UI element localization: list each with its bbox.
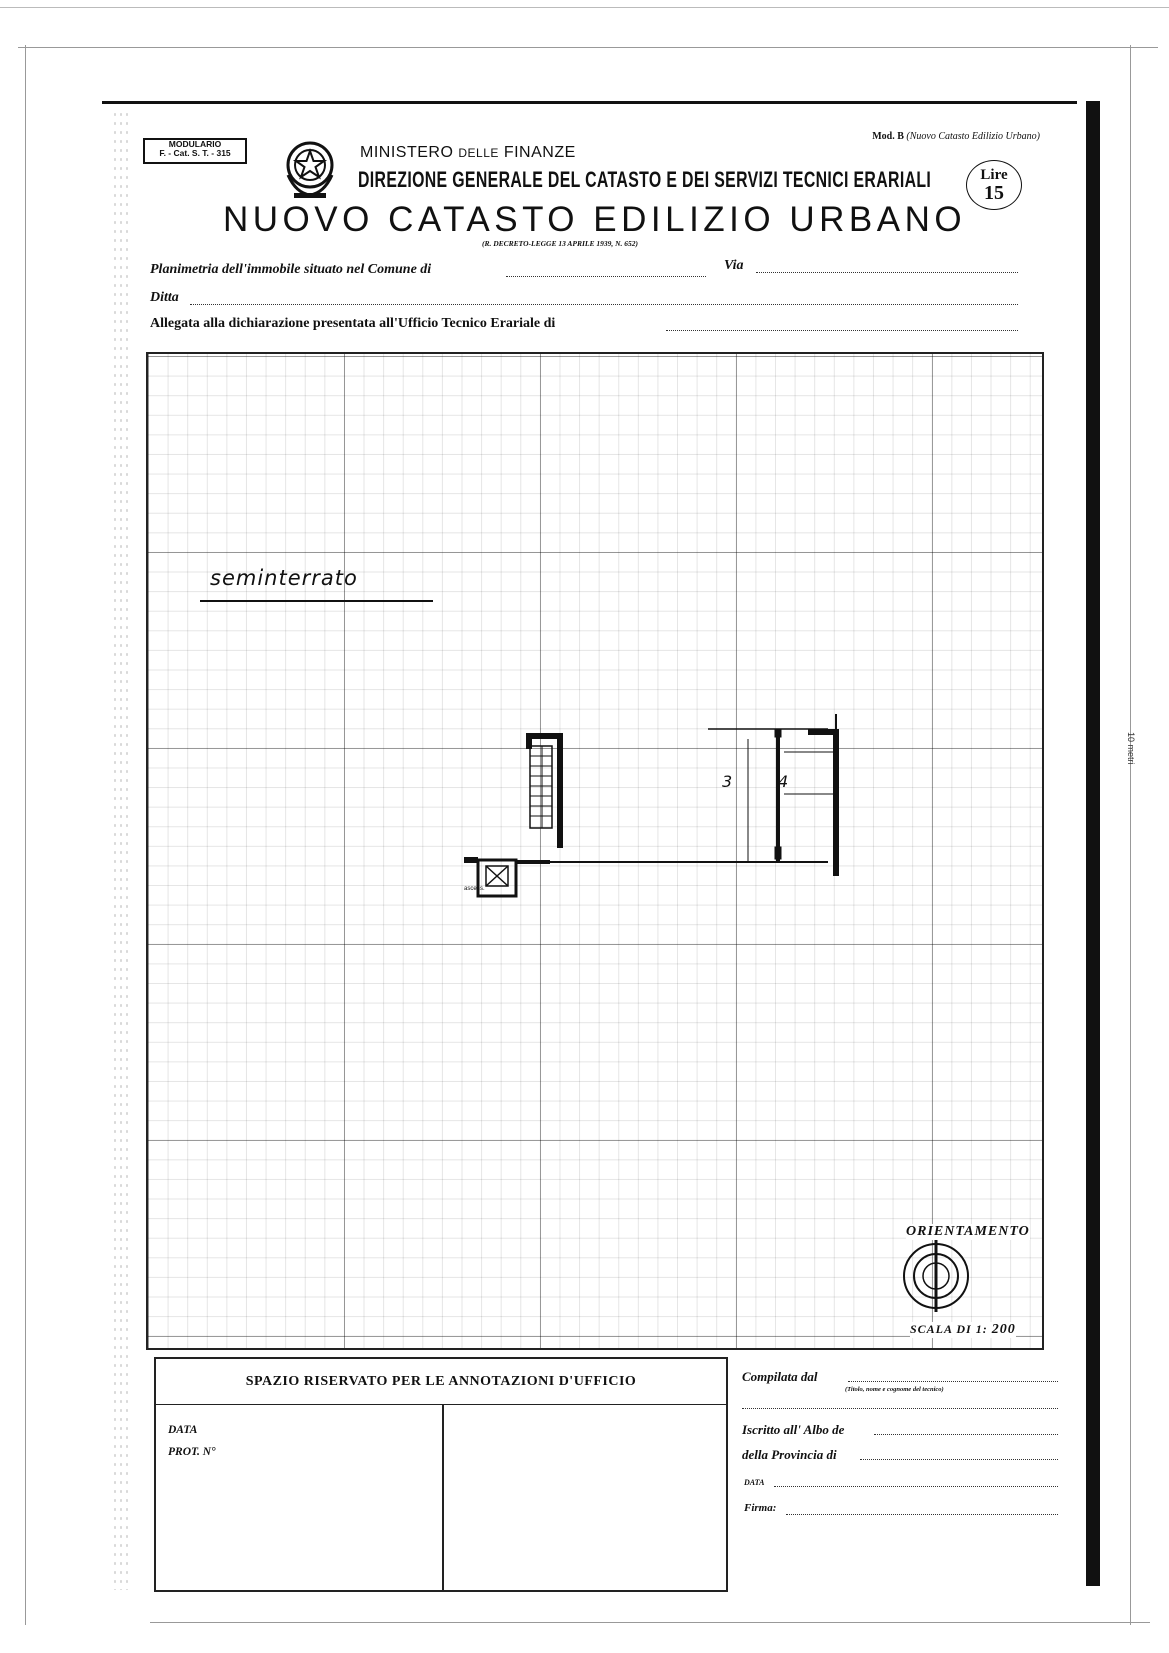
office-reserved-box (154, 1357, 728, 1592)
scale-side-note: 10 metri (1126, 732, 1136, 765)
decreto-reference: (R. DECRETO-LEGGE 13 APRILE 1939, N. 652) (482, 239, 639, 248)
compilata-label: Compilata dal (742, 1369, 818, 1384)
titolo-note: (Titolo, nome e cognome del tecnico) (845, 1386, 944, 1393)
trim-line-top (0, 7, 1169, 8)
ministry-word: MINISTERO (360, 144, 454, 161)
modulario-box (143, 138, 247, 164)
lift-label: ascens. (464, 886, 485, 892)
room-number: 4 (778, 772, 789, 791)
document-title: NUOVO CATASTO EDILIZIO URBANO (223, 200, 967, 239)
via-field[interactable] (756, 272, 1018, 273)
compiler-data-label: DATA (744, 1478, 765, 1487)
page-top-border (102, 101, 1077, 104)
mod-b-label (800, 131, 1040, 142)
office-prot-label: PROT. N° (168, 1446, 216, 1458)
compilata-field-2[interactable] (742, 1408, 1058, 1409)
comune-field[interactable] (506, 276, 706, 277)
orientation-label: ORIENTAMENTO (906, 1224, 1030, 1239)
office-divider (442, 1404, 444, 1592)
ministry-word: FINANZE (503, 144, 576, 161)
iscritto-label: Iscritto all' Albo de (742, 1422, 845, 1437)
trim-line (18, 47, 1158, 48)
office-data-label: DATA (168, 1424, 198, 1436)
modulario-line2: F. - Cat. S. T. - 315 (159, 148, 231, 158)
floor-label: seminterrato (210, 566, 358, 590)
ditta-label: Ditta (150, 290, 179, 305)
firma-field[interactable] (786, 1514, 1058, 1515)
modulario-line1: MODULARIO (168, 139, 222, 149)
ministry-word: DELLE (458, 146, 499, 160)
room-number: 3 (722, 772, 733, 791)
mod-b-note: (Nuovo Catasto Edilizio Urbano) (906, 131, 1040, 142)
ditta-field[interactable] (190, 304, 1018, 305)
via-label: Via (724, 258, 744, 273)
floor-plan-drawing (148, 354, 1044, 1350)
page-right-border (1086, 101, 1100, 1586)
lire-stamp (966, 160, 1022, 210)
allegata-label: Allegata alla dichiarazione presentata all'Ufficio Tecnico Erariale di (150, 316, 556, 331)
planimetria-label: Planimetria dell'immobile situato nel Comune di (150, 262, 432, 277)
lire-value: 15 (984, 182, 1004, 204)
scale-text: SCALA DI 1: (910, 1322, 988, 1336)
provincia-label: della Provincia di (742, 1447, 837, 1462)
stair-wall (529, 736, 560, 848)
trim-line (150, 1622, 1150, 1623)
compiler-data-field[interactable] (774, 1486, 1058, 1487)
office-heading: SPAZIO RISERVATO PER LE ANNOTAZIONI D'UFFICIO (156, 1359, 726, 1405)
trim-line (1130, 45, 1131, 1625)
room-outer-wall (808, 732, 836, 876)
ministry-name (360, 144, 576, 162)
firma-label: Firma: (744, 1502, 777, 1514)
compilata-field[interactable] (848, 1381, 1058, 1382)
mod-b-code: Mod. B (872, 131, 904, 142)
direzione-generale: DIREZIONE GENERALE DEL CATASTO E DEI SERVIZI TECNICI ERARIALI (358, 167, 932, 192)
provincia-field[interactable] (860, 1459, 1058, 1460)
scale-label (910, 1322, 1016, 1338)
italian-republic-emblem-icon (282, 135, 338, 201)
trim-line (25, 45, 26, 1625)
scale-value: 200 (991, 1322, 1016, 1337)
ufficio-field[interactable] (666, 330, 1018, 331)
lire-label: Lire (980, 167, 1008, 183)
floor-plan-grid (146, 352, 1044, 1350)
albo-field[interactable] (874, 1434, 1058, 1435)
scan-speckle (112, 110, 130, 1590)
